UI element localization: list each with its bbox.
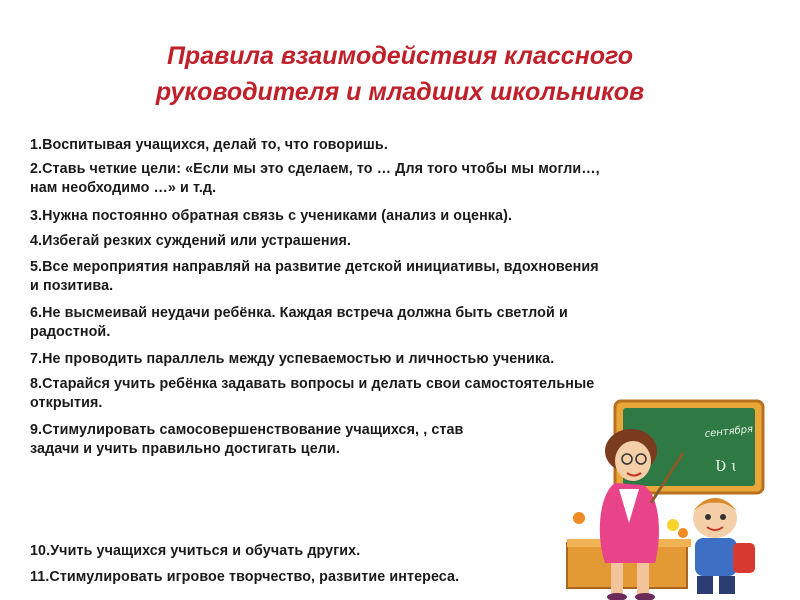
title-line-1: Правила взаимодействия классного [166, 42, 634, 70]
flower-small [573, 512, 585, 524]
rule-item-9: 9.Стимулировать самосовершенствование учащихся, , став задачи и учить правильно достигать цели. [30, 422, 464, 457]
flower [667, 519, 679, 531]
teacher-leg-right [637, 563, 649, 595]
rule-item-10: 10.Учить учащихся учиться и обучать других. [30, 543, 361, 559]
teacher-leg-left [611, 563, 623, 595]
rule-item-6: 6.Не высмеивай неудачи ребёнка. Каждая встреча должна быть светлой и радостной. [30, 305, 568, 340]
rule-item-4: 4.Избегай резких суждений или устрашения. [30, 233, 352, 249]
rule-item-11: 11.Стимулировать игровое творчество, развитие интереса. [30, 569, 460, 585]
rule-item-5: 5.Все мероприятия направляй на развитие детской инициативы, вдохновения и позитива. [30, 259, 599, 294]
teacher-student-illustration [555, 393, 770, 600]
rule-item-2: 2.Ставь четкие цели: «Если мы это сделаем, то … Для того чтобы мы могли…, нам необходимо …» и т.д. [30, 161, 600, 196]
title-line-2: руководителя и младших школьников [155, 78, 645, 106]
board-text: сентября [704, 423, 754, 440]
rule-item-3: 3.Нужна постоянно обратная связь с учениками (анализ и оценка). [30, 208, 513, 224]
rule-item-8: 8.Старайся учить ребёнка задавать вопросы и делать свои самостоятельные открытия. [30, 376, 595, 411]
board-letters: Ʋ ɩ [715, 457, 738, 475]
rule-item-1: 1.Воспитывая учащихся, делай то, что говоришь. [30, 137, 388, 153]
boy-face [693, 498, 737, 538]
rule-item-7: 7.Не проводить параллель между успеваемостью и личностью ученика. [30, 351, 555, 367]
boy-backpack [733, 543, 755, 573]
boy-shirt [695, 538, 737, 576]
